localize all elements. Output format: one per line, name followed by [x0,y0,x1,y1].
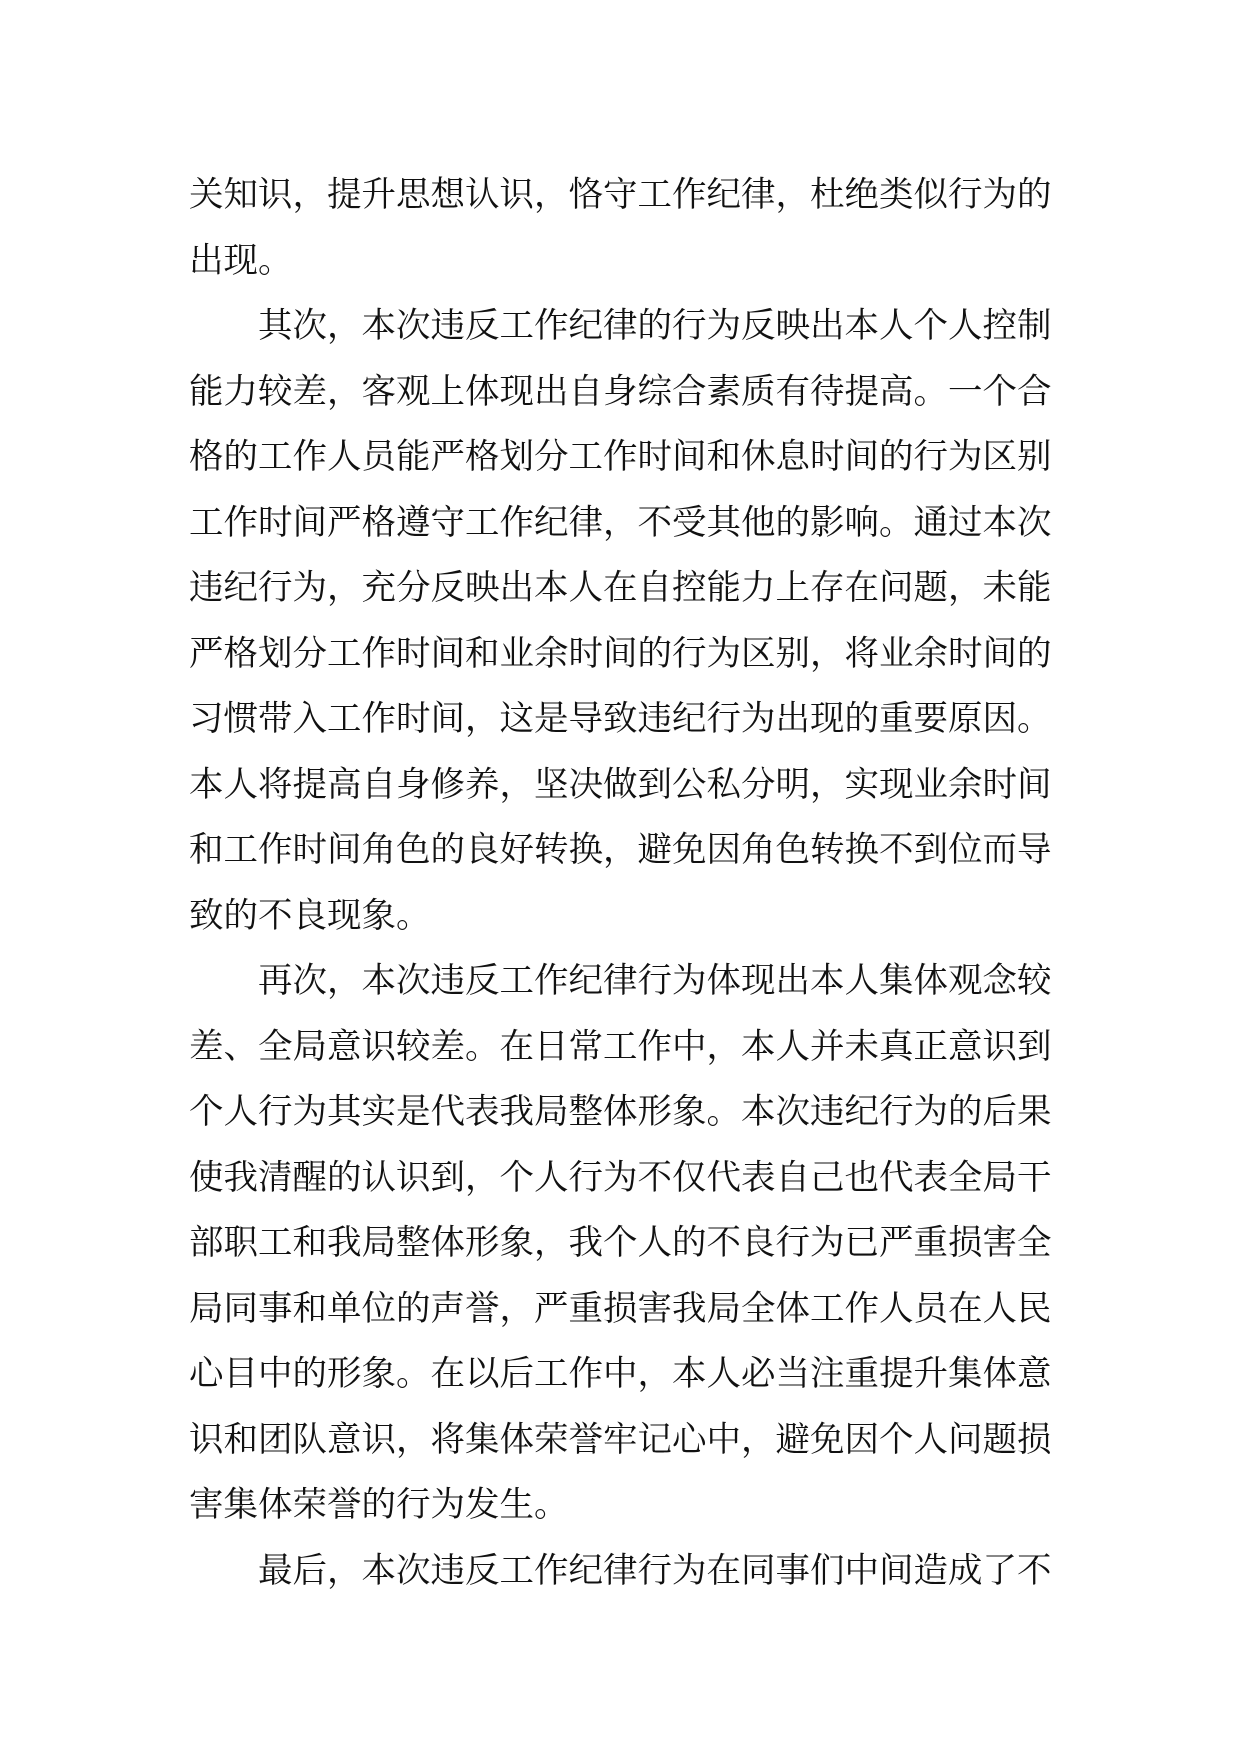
text-line: 本人将提高自身修养，坚决做到公私分明，实现业余时间 [189,764,1052,805]
text-line: 识和团队意识，将集体荣誉牢记心中，避免因个人问题损 [189,1419,1052,1460]
body-text [189,163,1061,1604]
text-line: 和工作时间角色的良好转换，避免因角色转换不到位而导 [189,830,1052,870]
text-line: 关知识，提升思想认识，恪守工作纪律，杜绝类似行为的 [189,175,1052,215]
text-line: 工作时间严格遵守工作纪律，不受其他的影响。通过本次 [189,502,1052,543]
text-line: 出现。 [189,240,293,281]
text-line: 违纪行为，充分反映出本人在自控能力上存在问题，未能 [189,568,1052,608]
text-line: 习惯带入工作时间，这是导致违纪行为出现的重要原因。 [189,699,1052,739]
text-line: 部职工和我局整体形象，我个人的不良行为已严重损害全 [189,1223,1052,1263]
paragraph-start-line: 最后，本次违反工作纪律行为在同事们中间造成了不 [258,1550,1052,1591]
text-line: 差、全局意识较差。在日常工作中，本人并未真正意识到 [189,1026,1052,1067]
text-line: 使我清醒的认识到，个人行为不仅代表自己也代表全局干 [189,1157,1052,1198]
paragraph-start-line: 再次，本次违反工作纪律行为体现出本人集体观念较 [258,961,1052,1001]
text-line: 严格划分工作时间和业余时间的行为区别，将业余时间的 [189,633,1052,674]
text-line: 能力较差，客观上体现出自身综合素质有待提高。一个合 [189,371,1052,412]
text-line: 局同事和单位的声誉，严重损害我局全体工作人员在人民 [189,1288,1052,1329]
text-line: 害集体荣誉的行为发生。 [189,1485,569,1525]
text-line: 个人行为其实是代表我局整体形象。本次违纪行为的后果 [189,1092,1052,1132]
text-line: 格的工作人员能严格划分工作时间和休息时间的行为区别 [189,437,1052,477]
text-line: 心目中的形象。在以后工作中，本人必当注重提升集体意 [189,1354,1052,1394]
text-line: 致的不良现象。 [189,895,431,936]
paragraph-start-line: 其次，本次违反工作纪律的行为反映出本人个人控制 [258,306,1052,346]
